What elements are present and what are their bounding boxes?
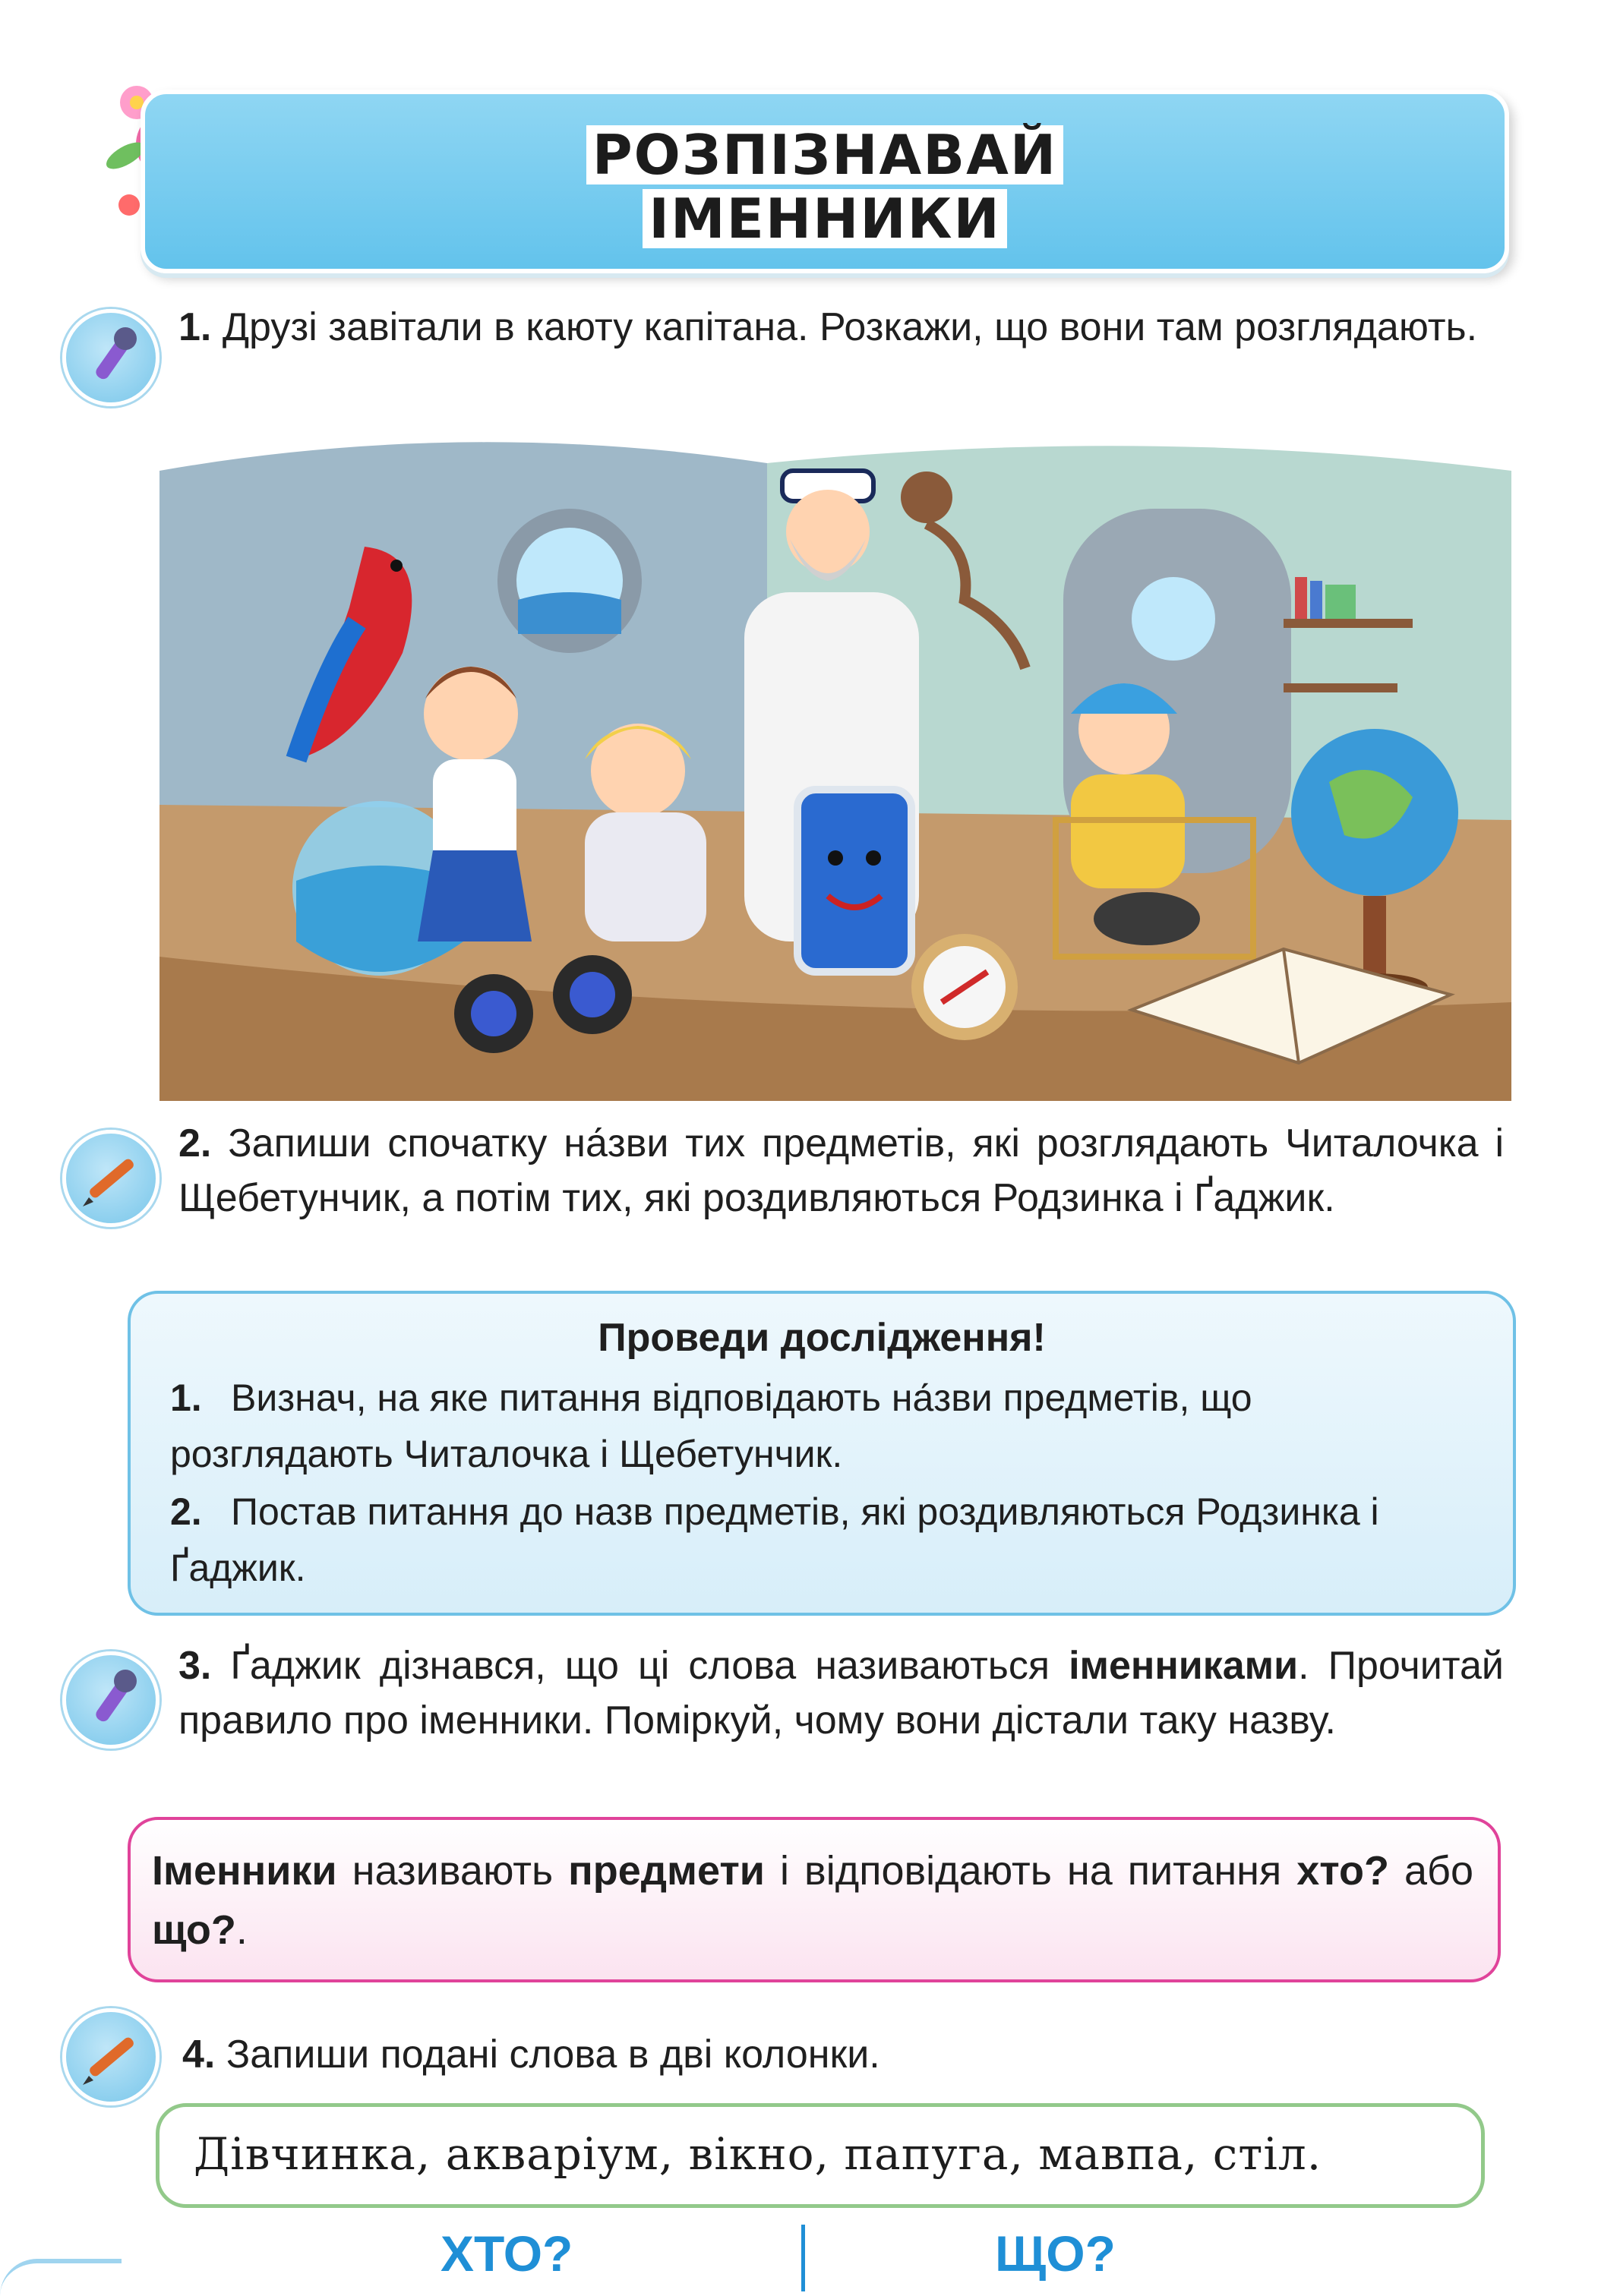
research-box (128, 1291, 1516, 1616)
rule-text-3: або (1388, 1848, 1473, 1894)
rule-text-4: . (235, 1907, 248, 1953)
task-3 (178, 1638, 1504, 1748)
task-4-number: 4. (182, 2033, 216, 2077)
rule-what: що? (152, 1907, 236, 1953)
research-item-1-text: Визнач, на яке питання відповідають на́зви предметів, що розглядають Читалочка і Щебетунчик. (170, 1377, 1252, 1475)
rule-box (128, 1817, 1501, 1982)
rule-term: Іменники (152, 1848, 337, 1894)
column-who: ХТО? (441, 2225, 573, 2282)
pen-icon (62, 1130, 159, 1227)
pen-icon (62, 2008, 159, 2105)
porthole-icon (497, 509, 642, 653)
column-divider (801, 2225, 805, 2291)
words-list: Дівчинка, акваріум, вікно, папуга, мавпа, стіл. (194, 2128, 1322, 2180)
tablet-gadget-icon (797, 790, 911, 972)
task-2-number: 2. (178, 1121, 212, 1165)
research-item-2 (170, 1484, 1484, 1596)
words-box (156, 2103, 1485, 2208)
task-1 (178, 300, 1504, 355)
rule-text (152, 1841, 1473, 1960)
rule-text-1: називають (336, 1848, 569, 1894)
microphone-icon (62, 1651, 159, 1749)
research-item-1 (170, 1370, 1484, 1482)
captain-cabin-illustration (159, 425, 1511, 1101)
task-4 (182, 2027, 1473, 2082)
task-1-number: 1. (178, 305, 212, 349)
task-3-bold: іменниками (1069, 1644, 1299, 1688)
rule-who: хто? (1296, 1848, 1389, 1894)
column-what: ЩО? (995, 2225, 1116, 2282)
research-heading: Проведи дослідження! (598, 1316, 1046, 1360)
task-4-text: Запиши подані слова в дві колонки. (226, 2033, 880, 2077)
corner-decoration (0, 2259, 122, 2296)
task-3-number: 3. (178, 1644, 212, 1688)
research-item-2-text: Постав питання до назв предметів, які роздивляються Родзинка і Ґаджик. (170, 1490, 1379, 1589)
rule-subjects: предмети (568, 1848, 765, 1894)
title-line-1: РОЗПІЗНАВАЙ (586, 125, 1063, 184)
task-3-text-after: . Прочитай правило про іменники. Поміркуй, чому вони дістали таку назву. (178, 1644, 1504, 1742)
task-1-text: Друзі завітали в каюту капітана. Розкажи, що вони там розглядають. (222, 305, 1478, 349)
compass-icon (911, 934, 1018, 1040)
research-item-1-number: 1. (170, 1377, 202, 1419)
title-line-2: ІМЕННИКИ (643, 189, 1007, 248)
task-2-text: Запиши спочатку на́зви тих предметів, які розглядають Читалочка і Щебетунчик, а потім тих, які роздивляються Родзинка і Ґаджик. (178, 1121, 1504, 1220)
title-banner (141, 90, 1509, 273)
task-3-text-before: Ґаджик дізнався, що ці слова називаються (230, 1644, 1069, 1688)
girl-icon (418, 667, 532, 941)
task-2 (178, 1116, 1504, 1225)
rule-text-2: і відповідають на питання (764, 1848, 1297, 1894)
microphone-icon (62, 309, 159, 406)
research-item-2-number: 2. (170, 1490, 202, 1533)
